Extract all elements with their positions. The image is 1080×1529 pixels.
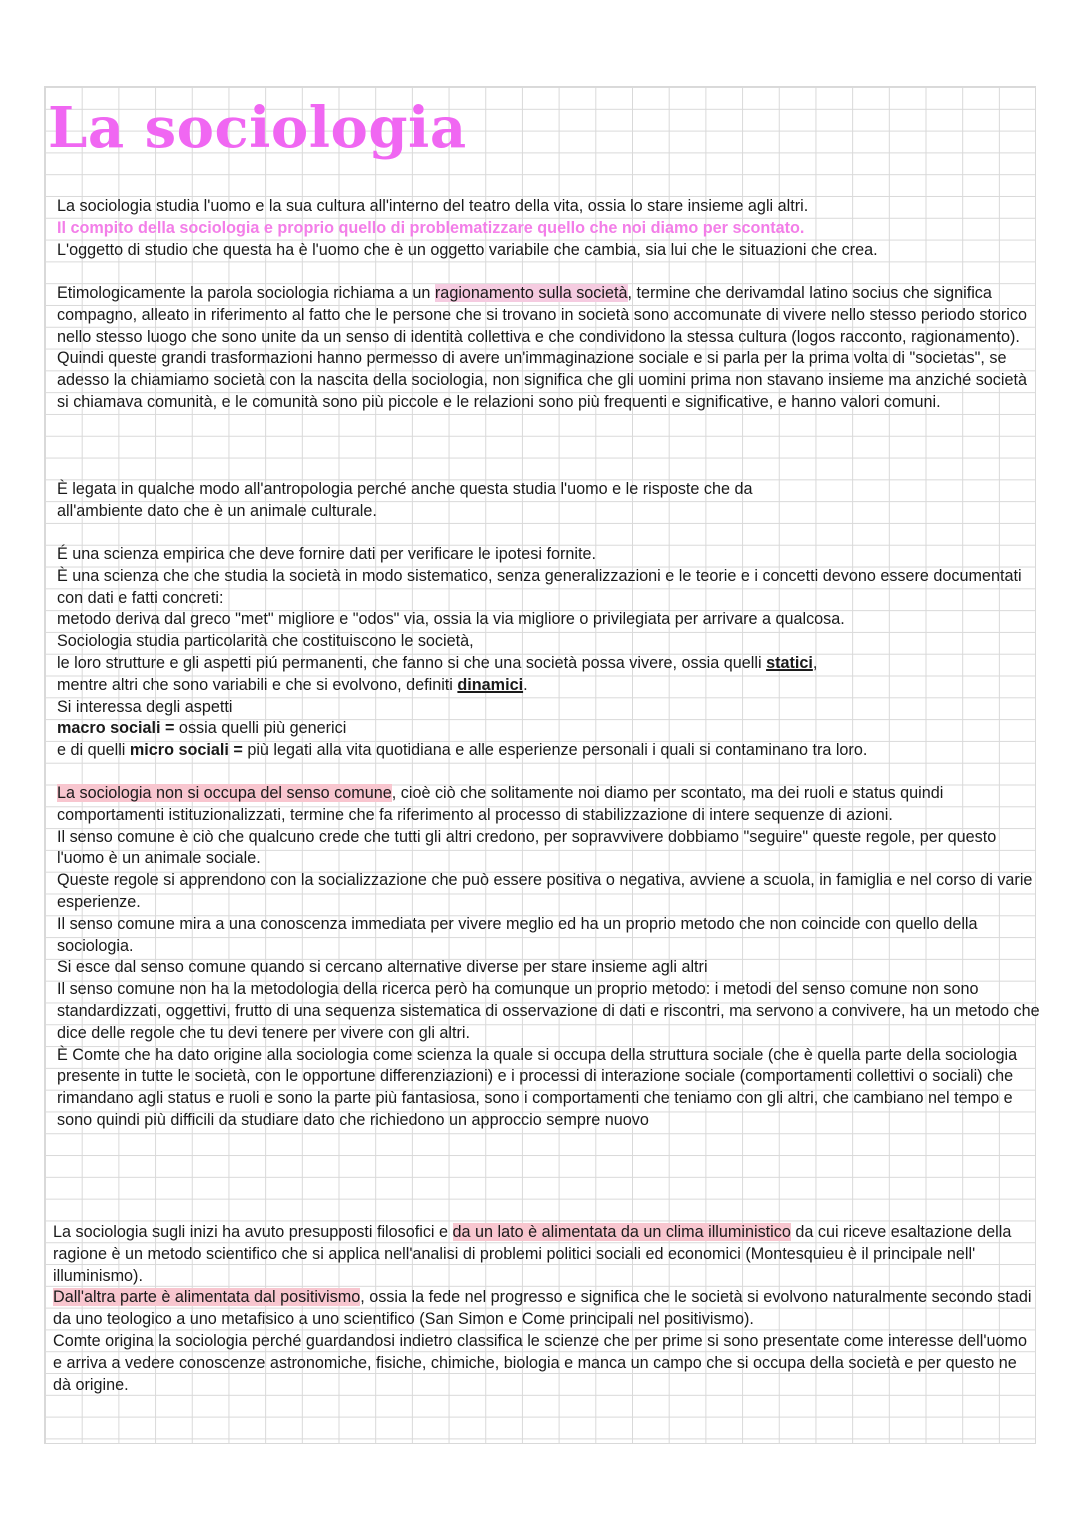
term-statici: statici	[766, 653, 813, 672]
intro-line-3: L'oggetto di studio che questa ha è l'uomo che è un oggetto variabile che cambia, sia lui che le situazioni che crea.	[57, 240, 878, 259]
science-line-5a: le loro strutture e gli aspetti piú permanenti, che fanno si che una società possa vivere, ossia quelli	[57, 653, 767, 672]
highlight-ragionamento: ragionamento sulla società	[434, 284, 628, 302]
science-line-1: É una scienza empirica che deve fornire dati per verificare le ipotesi fornite.	[57, 545, 596, 563]
science-line-4: Sociologia studia particolarità che costituiscono le società,	[57, 632, 474, 651]
micro-line	[57, 740, 1042, 762]
origins-illuminism	[53, 1222, 1038, 1287]
highlight-positivismo: Dall'altra parte è alimentata dal positivismo	[53, 1288, 361, 1307]
origins-text-a: La sociologia sugli inizi ha avuto presupposti filosofici e	[53, 1223, 453, 1241]
term-macro-sociali: macro sociali =	[57, 719, 175, 738]
macro-line	[57, 718, 1042, 740]
origins-comte: Comte origina la sociologia perché guardandosi indietro classifica le scienze che per prime si sono presentate come interesse dell'uomo e arriva a vedere conoscenze astronomiche, fisiche, chimiche, biologia e manca un campo che si occupa della società e per questo ne dà origine.	[53, 1331, 1027, 1394]
origins-positivism	[53, 1287, 1038, 1331]
etymology-text-a: Etimologicamente la parola sociologia richiama a un	[57, 284, 435, 302]
comte-structure: È Comte che ha dato origine alla sociologia come scienza la quale si occupa della struttura sociale (che è quella parte della sociologia presente in tutte le società, con le opportune differenziazioni) e i processi di interazione sociale (comportamenti collettivi o sociali) che rimandano agli status e ruoli e sono la parte più fantasiosa, sono i comportamenti che teniamo con gli altri, che cambiano nel tempo e sono quindi più difficili da studiare dato che richiedono un approccio sempre nuovo	[57, 1045, 1018, 1129]
science-line-7: Si interessa degli aspetti	[57, 697, 233, 716]
science-line-6b: .	[523, 675, 528, 694]
science-line-3: metodo deriva dal greco "met" migliore e "odos" via, ossia la via migliore o privilegiata per arrivare a qualcosa.	[57, 610, 845, 629]
etymology-text-b: , termine che derivamdal latino socius che significa compagno, alleato in riferimento al fatto che le persone che si trovano in società sono accomunate di vivere nello stesso periodo storico nello stesso luogo che sono unite da un senso di identità collettiva e che condividono la stessa cultura (logos racconto, ragionamento).	[57, 284, 1027, 346]
intro-line-1: La sociologia studia l'uomo e la sua cultura all'interno del teatro della vita, ossia lo stare insieme agli altri.	[57, 197, 809, 215]
term-micro-sociali: micro sociali =	[129, 741, 243, 760]
common-sense-paragraph	[57, 783, 1042, 1132]
anthropology-line-2: all'ambiente dato che è un animale culturale.	[57, 501, 377, 520]
science-paragraph	[57, 544, 1042, 762]
intro-highlight-line: Il compito della sociologia e proprio quello di problematizzare quello che noi diamo per scontato.	[57, 218, 805, 237]
anthropology-paragraph	[57, 479, 1042, 523]
micro-prefix: e di quelli	[57, 741, 130, 760]
science-line-5	[57, 653, 1042, 675]
common-sense-f: Il senso comune non ha la metodologia della ricerca però ha comunque un proprio metodo: i metodi del senso comune non sono standardizzati, oggettivi, frutto di una sequenza sistematica di osservazione di dati e riscontri, ma servono a convivere, ha un metodo che dice delle regole che tu devi tenere per vivere con gli altri.	[57, 980, 1040, 1042]
common-sense-d: Il senso comune mira a una conoscenza immediata per vivere meglio ed ha un proprio metodo che non coincide con quello della sociologia.	[57, 914, 978, 955]
science-line-5b: ,	[812, 653, 818, 672]
origins-paragraph	[53, 1222, 1038, 1396]
common-sense-intro	[57, 783, 1042, 827]
term-dinamici: dinamici	[457, 675, 524, 694]
common-sense-e: Si esce dal senso comune quando si cercano alternative diverse per stare insieme agli altri	[57, 958, 708, 977]
intro-paragraph	[57, 196, 1042, 261]
science-line-6a: mentre altri che sono variabili e che si evolvono, definiti	[57, 675, 458, 694]
common-sense-c: Queste regole si apprendono con la socializzazione che può essere positiva o negativa, avviene a scuola, in famiglia e nel corso di varie esperienze.	[57, 871, 1033, 911]
science-line-6	[57, 675, 1042, 697]
highlight-illuminismo: da un lato è alimentata da un clima illuministico	[452, 1223, 791, 1241]
macro-description: ossia quelli più generici	[174, 719, 347, 738]
societas-text: Quindi queste grandi trasformazioni hanno permesso di avere un'immaginazione sociale e si parla per la prima volta di "societas", se adesso la chiamiamo società con la nascita della sociologia, non significa che gli uomini prima non stavano insieme ma anziché società si chiamava comunità, e le comunità sono più piccole e le relazioni sono più frequenti e significative, e hanno valori comuni.	[57, 349, 1027, 411]
etymology-text	[57, 283, 1042, 348]
common-sense-intro-text: , cioè ciò che solitamente noi diamo per scontato, ma dei ruoli e status quindi comportamenti istituzionalizzati, termine che fa riferimento al processo di stabilizzazione di intere sequenze di azioni.	[57, 784, 944, 824]
origins-text-c: , ossia la fede nel progresso e significa che le società si evolvono naturalmente secondo stadi da uno teologico a uno metafisico a uno scientifico (San Simon e Come principali nel positivismo).	[53, 1288, 1032, 1329]
common-sense-b: Il senso comune è ciò che qualcuno crede che tutti gli altri credono, per sopravvivere dobbiamo "seguire" queste regole, per questo l'uomo è un animale sociale.	[57, 827, 997, 868]
highlight-senso-comune: La sociologia non si occupa del senso comune	[57, 784, 392, 802]
anthropology-line-1: È legata in qualche modo all'antropologia perché anche questa studia l'uomo e le risposte che da	[57, 480, 753, 498]
micro-description: più legati alla vita quotidiana e alle esperienze personali i quali si contaminano tra loro.	[242, 741, 868, 760]
etymology-paragraph	[57, 283, 1042, 414]
page-title: La sociologia	[48, 95, 467, 161]
science-line-2: È una scienza che che studia la società in modo sistematico, senza generalizzazioni e le teorie e i concetti devono essere documentati con dati e fatti concreti:	[57, 566, 1022, 607]
origins-text-b: da cui riceve esaltazione della ragione è un metodo scientifico che si applica nell'analisi di problemi politici sociali ed economici (Montesquieu è il principale nell' illuminismo).	[53, 1223, 1012, 1285]
